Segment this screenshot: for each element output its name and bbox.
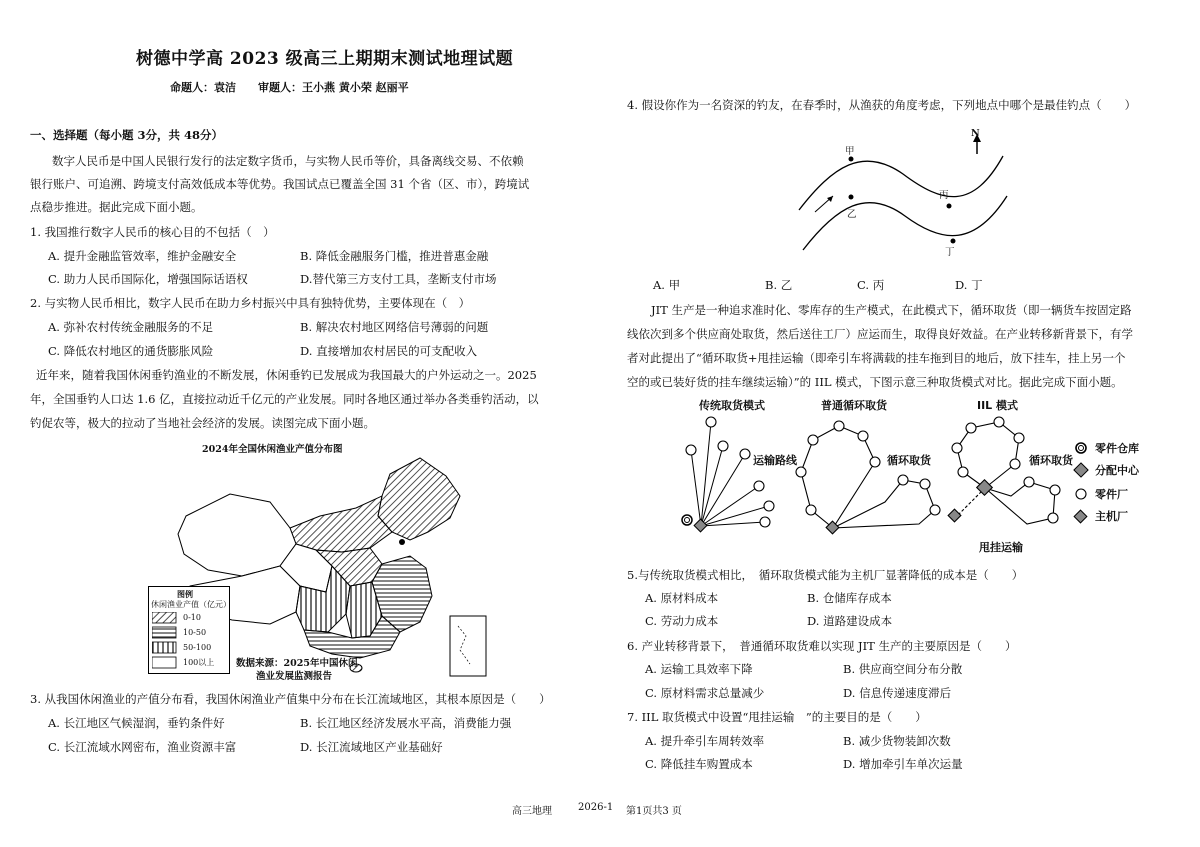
legend-item: 0-10: [183, 613, 201, 622]
south-sea-inset: [450, 616, 486, 676]
north-arrow-label: N: [971, 128, 980, 139]
q3-option-d[interactable]: D. 长江流域地区产业基础好: [300, 740, 443, 754]
map-source-line1: 数据来源：2025年中国休闲: [236, 658, 358, 669]
diagram-title-traditional: 传统取货模式: [699, 399, 765, 412]
pickup-modes-diagram: [665, 414, 1135, 564]
passage3-line: 线依次到多个供应商处取货，然后送往工厂）应运而生，取得良好效益。在产业转移新背景下，有学: [627, 327, 1133, 341]
legend-oem-factory: 主机厂: [1095, 510, 1128, 523]
question-2-stem: 2. 与实物人民币相比，数字人民币在助力乡村振兴中具有独特优势，主要体现在（ ）: [30, 296, 471, 310]
passage1-line: 银行账户、可追溯、跨境支付高效低成本等优势。我国试点已覆盖全国 31 个省（区、市），跨境试: [30, 177, 530, 191]
fishery-map-figure: [120, 436, 500, 686]
q5-option-d[interactable]: D. 道路建设成本: [807, 614, 893, 628]
diagram-title-iil: IIL 模式: [977, 399, 1019, 412]
question-1-stem: 1. 我国推行数字人民币的核心目的不包括（ ）: [30, 225, 275, 239]
river-diagram: [793, 126, 1033, 266]
map-title: 2024年全国休闲渔业产值分布图: [202, 444, 343, 455]
diagram-title-loop: 普通循环取货: [821, 399, 887, 412]
legend-title: 图例: [177, 589, 193, 599]
q6-option-c[interactable]: C. 原材料需求总量减少: [645, 686, 765, 700]
footer-date: 2026-1: [578, 802, 614, 813]
question-5-stem: 5.与传统取货模式相比， 循环取货模式能为主机厂显著降低的成本是（ ）: [627, 568, 1024, 582]
question-3-stem: 3. 从我国休闲渔业的产值分布看，我国休闲渔业产值集中分布在长江流域地区，其根本原因是（ ）: [30, 692, 551, 706]
label-loop-pickup: 循环取货: [887, 454, 931, 467]
passage3-line: JIT 生产是一种追求准时化、零库存的生产模式，在此模式下，循环取货（即一辆货车按固定路: [651, 303, 1132, 317]
river-label-bing: 丙: [939, 190, 949, 201]
legend-parts-warehouse: 零件仓库: [1095, 442, 1139, 455]
q7-option-c[interactable]: C. 降低挂车购置成本: [645, 757, 753, 771]
map-source-line2: 渔业发展监测报告: [256, 671, 333, 682]
question-7-stem: 7. IIL 取货模式中设置“甩挂运输 ”的主要目的是（ ）: [627, 710, 927, 724]
label-loop-pickup-iil: 循环取货: [1029, 454, 1073, 467]
legend-item: 10-50: [183, 628, 207, 637]
question-4-stem: 4. 假设你作为一名资深的钓友，在春季时，从渔获的角度考虑，下列地点中哪个是最佳钓点（ ）: [627, 98, 1137, 112]
q4-option-b[interactable]: B. 乙: [765, 278, 793, 292]
passage1-line: 点稳步推进。据此完成下面小题。: [30, 200, 203, 214]
q2-option-a[interactable]: A. 弥补农村传统金融服务的不足: [48, 320, 214, 334]
q1-option-b[interactable]: B. 降低金融服务门槛，推进普惠金融: [300, 249, 489, 263]
q2-option-b[interactable]: B. 解决农村地区网络信号薄弱的问题: [300, 320, 489, 334]
q5-option-a[interactable]: A. 原材料成本: [645, 591, 719, 605]
section-heading: 一、选择题（每小题 3分，共 48分）: [30, 128, 224, 142]
passage2-line: 钓促农等，极大的拉动了当地社会经济的发展。读图完成下面小题。: [30, 416, 375, 430]
q7-option-b[interactable]: B. 减少货物装卸次数: [843, 734, 951, 748]
label-transport-route: 运输路线: [753, 454, 797, 467]
passage2-line: 年，全国垂钓人口达 1.6 亿，直接拉动近千亿元的产业发展。同时各地区通过举办各类垂钓活动，以: [30, 392, 539, 406]
q4-option-d[interactable]: D. 丁: [955, 278, 983, 292]
map-legend: [148, 586, 230, 674]
q7-option-d[interactable]: D. 增加牵引车单次运量: [843, 757, 963, 771]
q1-option-d[interactable]: D.替代第三方支付工具，垄断支付市场: [300, 272, 497, 286]
passage2-line: 近年来，随着我国休闲垂钓渔业的不断发展，休闲垂钓已发展成为我国最大的户外运动之一。2025: [36, 368, 537, 382]
exam-title: 树德中学高 2023 级高三上期期末测试地理试题: [136, 49, 514, 69]
river-label-ding: 丁: [945, 247, 955, 258]
q6-option-d[interactable]: D. 信息传递速度滞后: [843, 686, 952, 700]
q2-option-c[interactable]: C. 降低农村地区的通货膨胀风险: [48, 344, 214, 358]
q5-option-c[interactable]: C. 劳动力成本: [645, 614, 719, 628]
q3-option-c[interactable]: C. 长江流域水网密布，渔业资源丰富: [48, 740, 237, 754]
label-drop-haul: 甩挂运输: [979, 541, 1023, 554]
q6-option-b[interactable]: B. 供应商空间分布分散: [843, 662, 963, 676]
footer-subject: 高三地理: [512, 806, 552, 817]
question-6-stem: 6. 产业转移背景下， 普通循环取货难以实现 JIT 生产的主要原因是（ ）: [627, 639, 1017, 653]
q3-option-b[interactable]: B. 长江地区经济发展水平高，消费能力强: [300, 716, 512, 730]
q1-option-a[interactable]: A. 提升金融监管效率，维护金融安全: [48, 249, 237, 263]
passage1-line: 数字人民币是中国人民银行发行的法定数字货币，与实物人民币等价，具备离线交易、不依赖: [52, 154, 524, 168]
q2-option-d[interactable]: D. 直接增加农村居民的可支配收入: [300, 344, 478, 358]
legend-item: 100以上: [183, 658, 215, 667]
diagram-legend-symbols: [1074, 443, 1088, 523]
traditional-mode: [682, 417, 774, 532]
passage3-line: 者对此提出了“循环取货+甩挂运输（即牵引车将满载的挂车拖到目的地后，放下挂车，挂上另一个: [627, 351, 1126, 365]
passage3-line: 空的或已装好货的挂车继续运输）”的 IIL 模式，下图示意三种取货模式对比。据此完成下面小题。: [627, 375, 1123, 389]
legend-distribution-center: 分配中心: [1095, 464, 1139, 477]
legend-parts-factory: 零件厂: [1095, 488, 1128, 501]
q4-option-a[interactable]: A. 甲: [653, 278, 681, 292]
legend-item: 50-100: [183, 643, 212, 652]
q3-option-a[interactable]: A. 长江地区气候湿润，垂钓条件好: [48, 716, 225, 730]
river-label-yi: 乙: [847, 209, 857, 220]
q4-option-c[interactable]: C. 丙: [857, 278, 885, 292]
legend-subtitle: 休闲渔业产值（亿元）: [151, 600, 231, 609]
q5-option-b[interactable]: B. 仓储库存成本: [807, 591, 892, 605]
authors-line: 命题人：袁洁 审题人：王小燕 黄小荣 赵丽平: [170, 81, 409, 94]
river-label-jia: 甲: [845, 146, 855, 157]
q1-option-c[interactable]: C. 助力人民币国际化，增强国际话语权: [48, 272, 248, 286]
q6-option-a[interactable]: A. 运输工具效率下降: [645, 662, 753, 676]
iil-mode: [948, 417, 1060, 524]
loop-mode: [796, 421, 940, 534]
footer-page-number: 第1页共3 页: [626, 806, 682, 817]
q7-option-a[interactable]: A. 提升牵引车周转效率: [645, 734, 765, 748]
